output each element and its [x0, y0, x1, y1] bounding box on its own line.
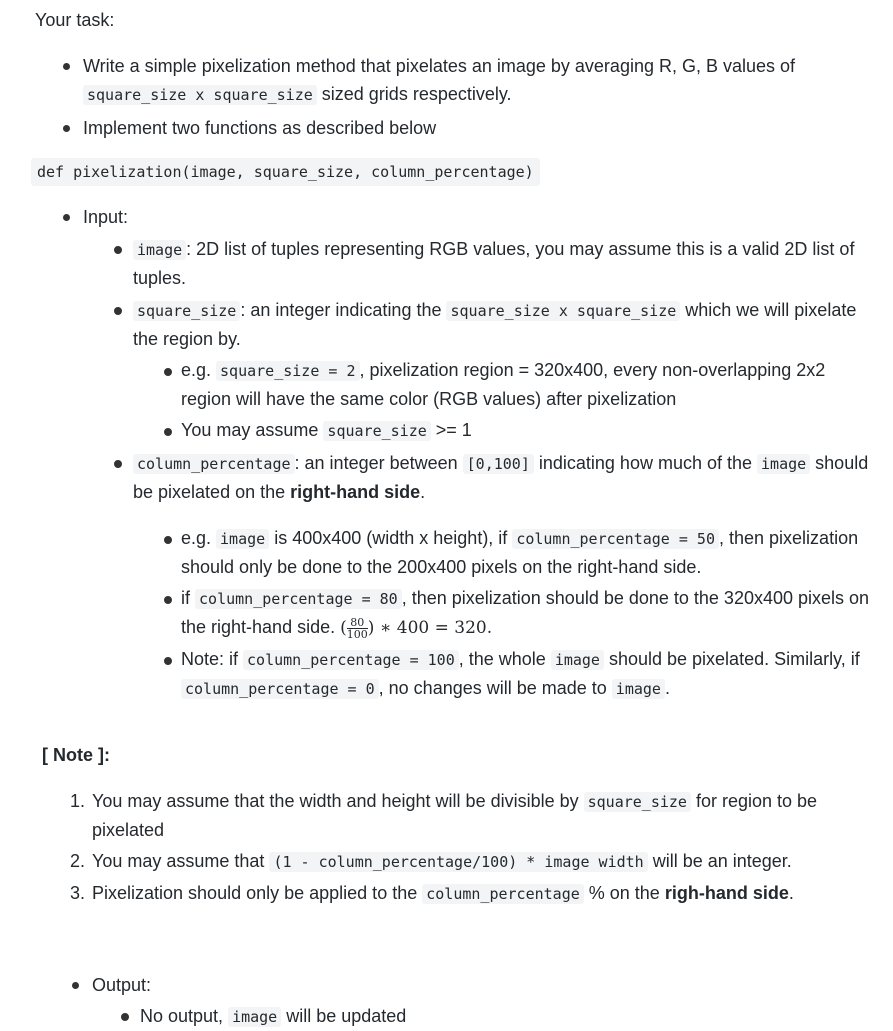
param-list — [133, 235, 873, 703]
note-heading: [ Note ]: — [42, 745, 110, 765]
task-heading: Your task: — [35, 10, 115, 30]
note-item-1: 1. You may assume that the width and height will be divisible by square_size for region to be pixelated — [70, 791, 818, 840]
output-label: Output: No output, image will be updated — [92, 971, 872, 1031]
note-item-3: 3. Pixelization should only be applied to the column_percentage % on the righ-hand side. — [70, 883, 794, 903]
task-list — [83, 52, 873, 142]
square-size-assumption: You may assume square_size >= 1 — [181, 416, 871, 445]
inline-code: square_size x square_size — [83, 85, 317, 105]
formula: ( $\frac{80}{100}$ ) ∗ 400 = 320. — [340, 616, 493, 641]
column-percentage-example-80: if column_percentage = 80 , then pixelization should be done to the 320x400 pixels on the right-hand side. ( $\frac{80}{100}$ ) ∗ 400 = 320. — [181, 584, 871, 642]
output-list — [140, 1002, 872, 1031]
param-image: image : 2D list of tuples representing RGB values, you may assume this is a valid 2D list of tuples. — [133, 235, 873, 292]
column-percentage-notes — [181, 524, 871, 703]
note-item-2: 2. You may assume that (1 - column_percentage/100) * image width will be an integer. — [70, 851, 792, 871]
output-section — [92, 971, 872, 1031]
task-item-1: Write a simple pixelization method that pixelates an image by averaging R, G, B values of square_size x square_size sized grids respectively. — [83, 52, 873, 109]
column-percentage-note: Note: if column_percentage = 100 , the whole image should be pixelated. Similarly, if column_percentage = 0 , no changes will be made to image . — [181, 645, 871, 703]
output-item: No output, image will be updated — [140, 1002, 872, 1031]
square-size-example: e.g. square_size = 2 , pixelization region = 320x400, every non-overlapping 2x2 region will have the same color (RGB values) after pixelization — [181, 356, 871, 413]
function-signature: def pixelization(image, square_size, column_percentage) — [31, 158, 540, 186]
note-list — [70, 787, 885, 908]
input-section — [83, 203, 873, 703]
param-square-size: square_size : an integer indicating the square_size x square_size which we will pixelate the region by. e.g. square_size = 2 , pixelization region = 320x400, every non-overlapping 2x2 region will have the same color (RGB values) after pixelization You may assume square_size >= 1 — [133, 296, 873, 445]
column-percentage-example-50: e.g. image is 400x400 (width x height), if column_percentage = 50 , then pixelization should only be done to the 200x400 pixels on the right-hand side. — [181, 524, 871, 581]
task-item-2: Implement two functions as described below — [83, 114, 873, 142]
square-size-notes — [181, 356, 871, 445]
input-label: Input: image : 2D list of tuples representing RGB values, you may assume this is a valid 2D list of tuples. square_size : an integer indicating the square_size x square_size which we will pixelate the region by. e.g. square_size = 2 , pixelization region = 320x400, every non-overlapping 2x2 region will have the same color (RGB values) after pixelization You may assume square_size >= 1 column_percentage : an integer between [0,100] indicating how much of the image should be pixelated on the right-hand side. e.g. image is 400x400 (width x height), if column_percentage = 50 , then pixelization should only be done to the 200x400 pixels on the right-hand side. if column_percentage = 80 , then pixelization should be done to the 320x400 pixels on the right-hand side. ( $\frac{80}{100}$ ) ∗ 400 = 320. Note: if column_percentage = 100 , the whole image should be pixelated. Similarly, if column_percentage = 0 , no changes will be made to image . — [83, 203, 873, 703]
param-column-percentage: column_percentage : an integer between [0,100] indicating how much of the image should be pixelated on the right-hand side. e.g. image is 400x400 (width x height), if column_percentage = 50 , then pixelization should only be done to the 200x400 pixels on the right-hand side. if column_percentage = 80 , then pixelization should be done to the 320x400 pixels on the right-hand side. ( $\frac{80}{100}$ ) ∗ 400 = 320. Note: if column_percentage = 100 , the whole image should be pixelated. Similarly, if column_percentage = 0 , no changes will be made to image . — [133, 449, 873, 703]
